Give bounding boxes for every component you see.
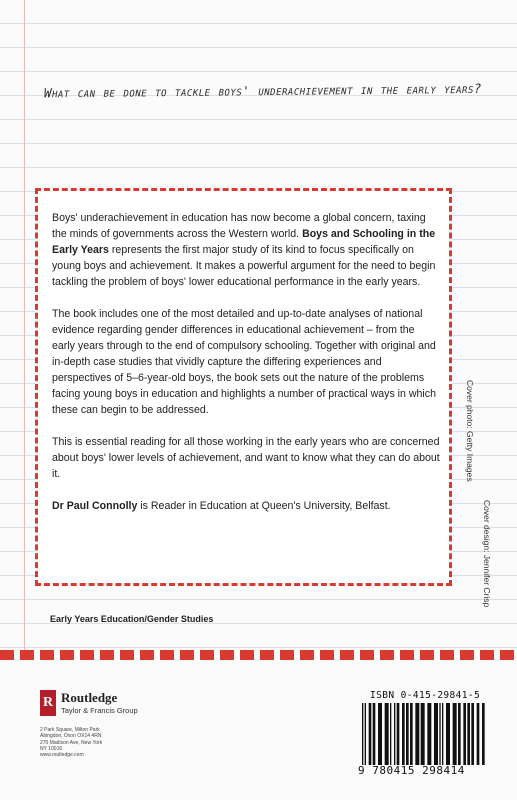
blurb-paragraph-3: This is essential reading for all those working in the early years who are concerned about boys' lower levels of achievement, and want to know what they can do about it. (52, 436, 440, 480)
routledge-logo-icon (40, 690, 56, 716)
address-line: www.routledge.com (40, 752, 84, 759)
barcode-bar (406, 703, 409, 765)
author-name: Dr Paul Connolly (52, 500, 138, 512)
blurb-intro: Boys' underachievement in education has now become a global concern, taxing the minds of governments across the Western world. (52, 212, 426, 240)
barcode-bar (434, 703, 438, 765)
barcode-bar (385, 703, 389, 765)
barcode-bar (442, 703, 443, 765)
series-category: Early Years Education/Gender Studies (50, 614, 214, 624)
author-bio (52, 498, 440, 514)
barcode-bar (458, 703, 461, 765)
publisher-name: Routledge (61, 690, 118, 705)
barcode-bar (482, 703, 485, 765)
blurb-paragraph-2: The book includes one of the most detailed and up-to-date analyses of national evidence regarding gender differences in educational achievement – from the early years through to the end of compulsory schooling. Together with original and in-depth case studies that vividly capture the differing experiences and perspectives of 5–6-year-old boys, the book sets out the nature of the problems facing young boys in education and highlights a number of practical ways in which these can begin to be addressed. (52, 308, 436, 416)
photo-credit: Cover photo: Getty Images (465, 380, 475, 482)
barcode-bar (397, 703, 400, 765)
barcode (360, 703, 490, 765)
notebook-margin-line (24, 0, 25, 660)
barcode-bar (369, 703, 372, 765)
barcode-bar (410, 703, 413, 765)
barcode-bar (446, 703, 450, 765)
isbn-label: ISBN 0-415-29841-5 (370, 690, 481, 701)
barcode-bar (427, 703, 431, 765)
barcode-bar (471, 703, 474, 765)
blurb-paragraph-1 (52, 210, 440, 290)
cover-headline: What can be done to tackle boys' underachievement in the early years? (43, 80, 482, 101)
barcode-bar (477, 703, 480, 765)
barcode-bar (453, 703, 457, 765)
barcode-bar (390, 703, 391, 765)
tear-off-dashed-border (0, 650, 517, 660)
barcode-bar (402, 703, 405, 765)
barcode-digits: 9 780415 298414 (358, 764, 465, 777)
address-line: 2 Park Square, Milton Park (40, 727, 100, 733)
address-line: 270 Madison Ave, New York NY 10016 (40, 739, 103, 752)
publisher-tagline: Taylor & Francis Group (61, 706, 138, 715)
author-bio-rest: is Reader in Education at Queen's University, Belfast. (137, 500, 391, 512)
barcode-bar (467, 703, 470, 765)
address-line: Abingdon, Oxon OX14 4RN (40, 733, 102, 740)
barcode-bar (362, 703, 363, 765)
barcode-bar (415, 703, 419, 765)
design-credit: Cover design: Jennifer Crisp (482, 500, 492, 608)
publisher-address (40, 727, 110, 758)
book-title: Boys and Schooling in the Early Years (52, 228, 436, 256)
blurb-text (52, 210, 440, 530)
barcode-bar (373, 703, 376, 765)
barcode-bar (394, 703, 395, 765)
barcode-bar (421, 703, 425, 765)
logo-letter: R (42, 695, 54, 710)
blurb-intro-rest: represents the first major study of its kind to focus specifically on young boys and achievement. It makes a powerful argument for the need to begin tackling the problem of boys' lower educational performance in the early years. (52, 244, 436, 288)
barcode-bar (365, 703, 366, 765)
barcode-bar (378, 703, 382, 765)
barcode-bar (463, 703, 466, 765)
barcode-bar (439, 703, 440, 765)
